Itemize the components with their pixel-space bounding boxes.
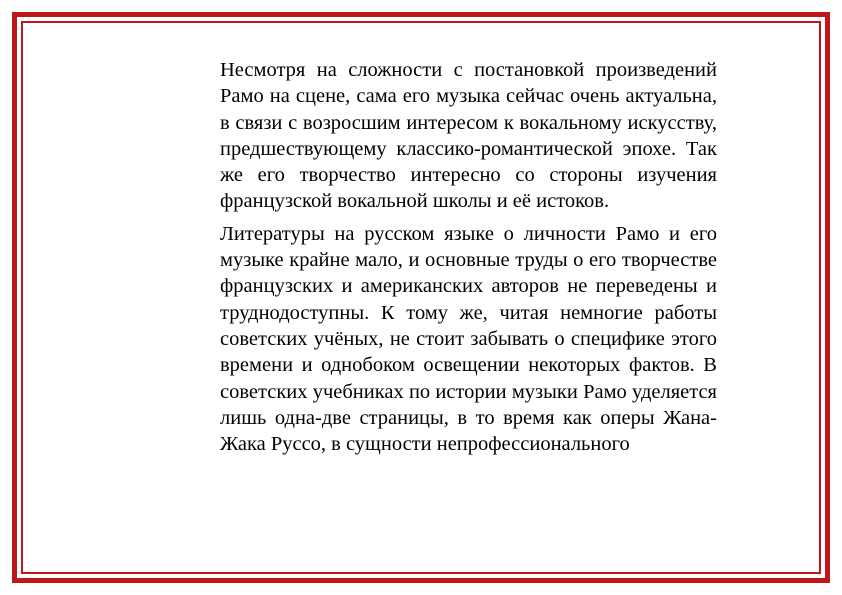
document-text <box>220 57 717 457</box>
paragraph-1: Несмотря на сложности с постановкой произведений Рамо на сцене, сама его музыка сейчас очень актуальна, в связи с возросшим интересом к вокальному искусству, предшествующему классико-романтической эпохе. Так же его творчество интересно со стороны изучения французской вокальной школы и её истоков. <box>220 59 717 213</box>
paragraph-2: Литературы на русском языке о личности Рамо и его музыке крайне мало, и основные труды о его творчестве французских и американских авторов не переведены и труднодоступны. К тому же, читая немногие работы советских учёных, не стоит забывать о специфике этого времени и однобоком освещении некоторых фактов. В советских учебниках по истории музыки Рамо уделяется лишь одна-две страницы, в то время как оперы Жана-Жака Руссо, в сущности непрофессионального <box>220 222 717 456</box>
